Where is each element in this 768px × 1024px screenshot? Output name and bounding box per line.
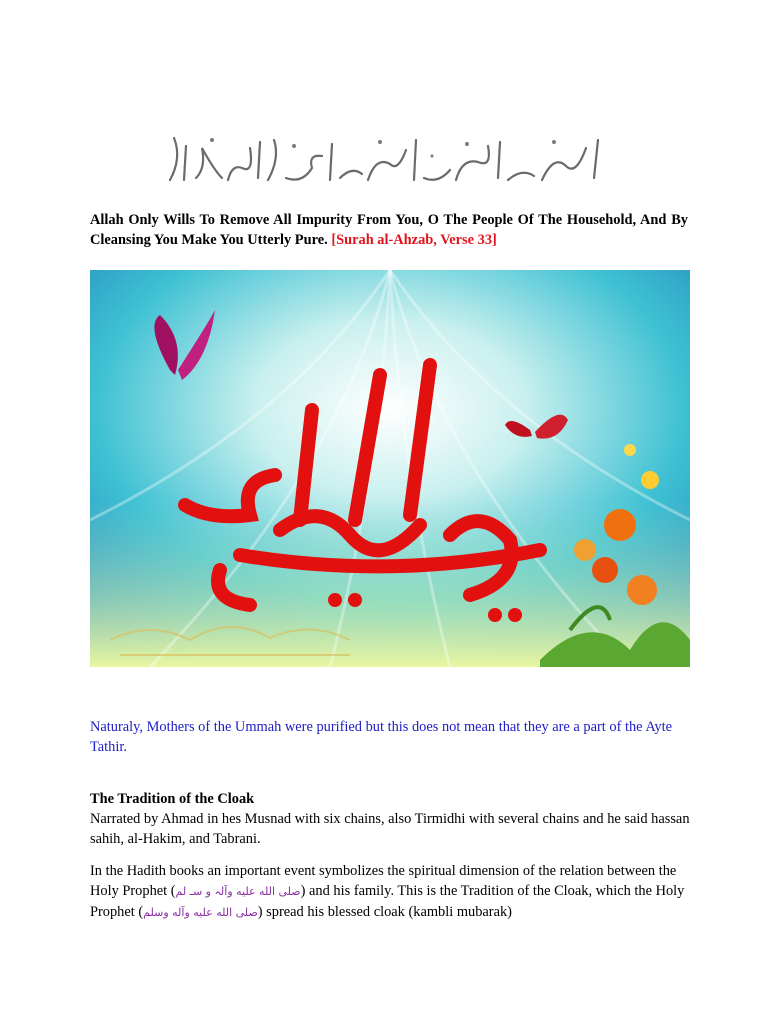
paragraph-part3: ) spread his blessed cloak (kambli mubarak) [257, 904, 512, 920]
poster-art [90, 270, 690, 667]
verse-translation [90, 210, 688, 250]
arabic-salawat-2: صلى الله عليه وآله وسلم [143, 906, 258, 919]
section-heading: The Tradition of the Cloak [90, 791, 255, 807]
mothers-of-ummah-note: Naturaly, Mothers of the Ummah were purified but this does not mean that they are a part of the Ayte Tathir. [90, 719, 672, 755]
calligraphy-banner-image [162, 128, 610, 188]
arabic-salawat-1b: لہ و سـ لم [175, 885, 225, 898]
arabic-salawat-1: صلى الله عليه وآ [224, 885, 301, 898]
section-intro: Narrated by Ahmad in hes Musnad with six chains, also Tirmidhi with several chains and he said hassan sahih, al-Hakim, and Tabrani. [90, 811, 690, 847]
paragraph-part2: ) and his family. This is the Tradition of the Cloak, which the Holy Prophet ( [90, 883, 685, 920]
verse-text: Allah Only Wills To Remove All Impurity From You, O The People Of The Household, And By Cleansing You Make You Utterly Pure. [90, 212, 688, 248]
verse-reference: [Surah al-Ahzab, Verse 33] [331, 232, 497, 248]
tradition-of-cloak-section [90, 789, 690, 849]
hadith-paragraph [90, 861, 690, 923]
paragraph-part1: In the Hadith books an important event symbolizes the spiritual dimension of the relation between the Holy Prophet ( [90, 863, 677, 899]
ahlul-bayt-poster-image [90, 270, 690, 667]
calligraphy-strokes [162, 128, 610, 188]
